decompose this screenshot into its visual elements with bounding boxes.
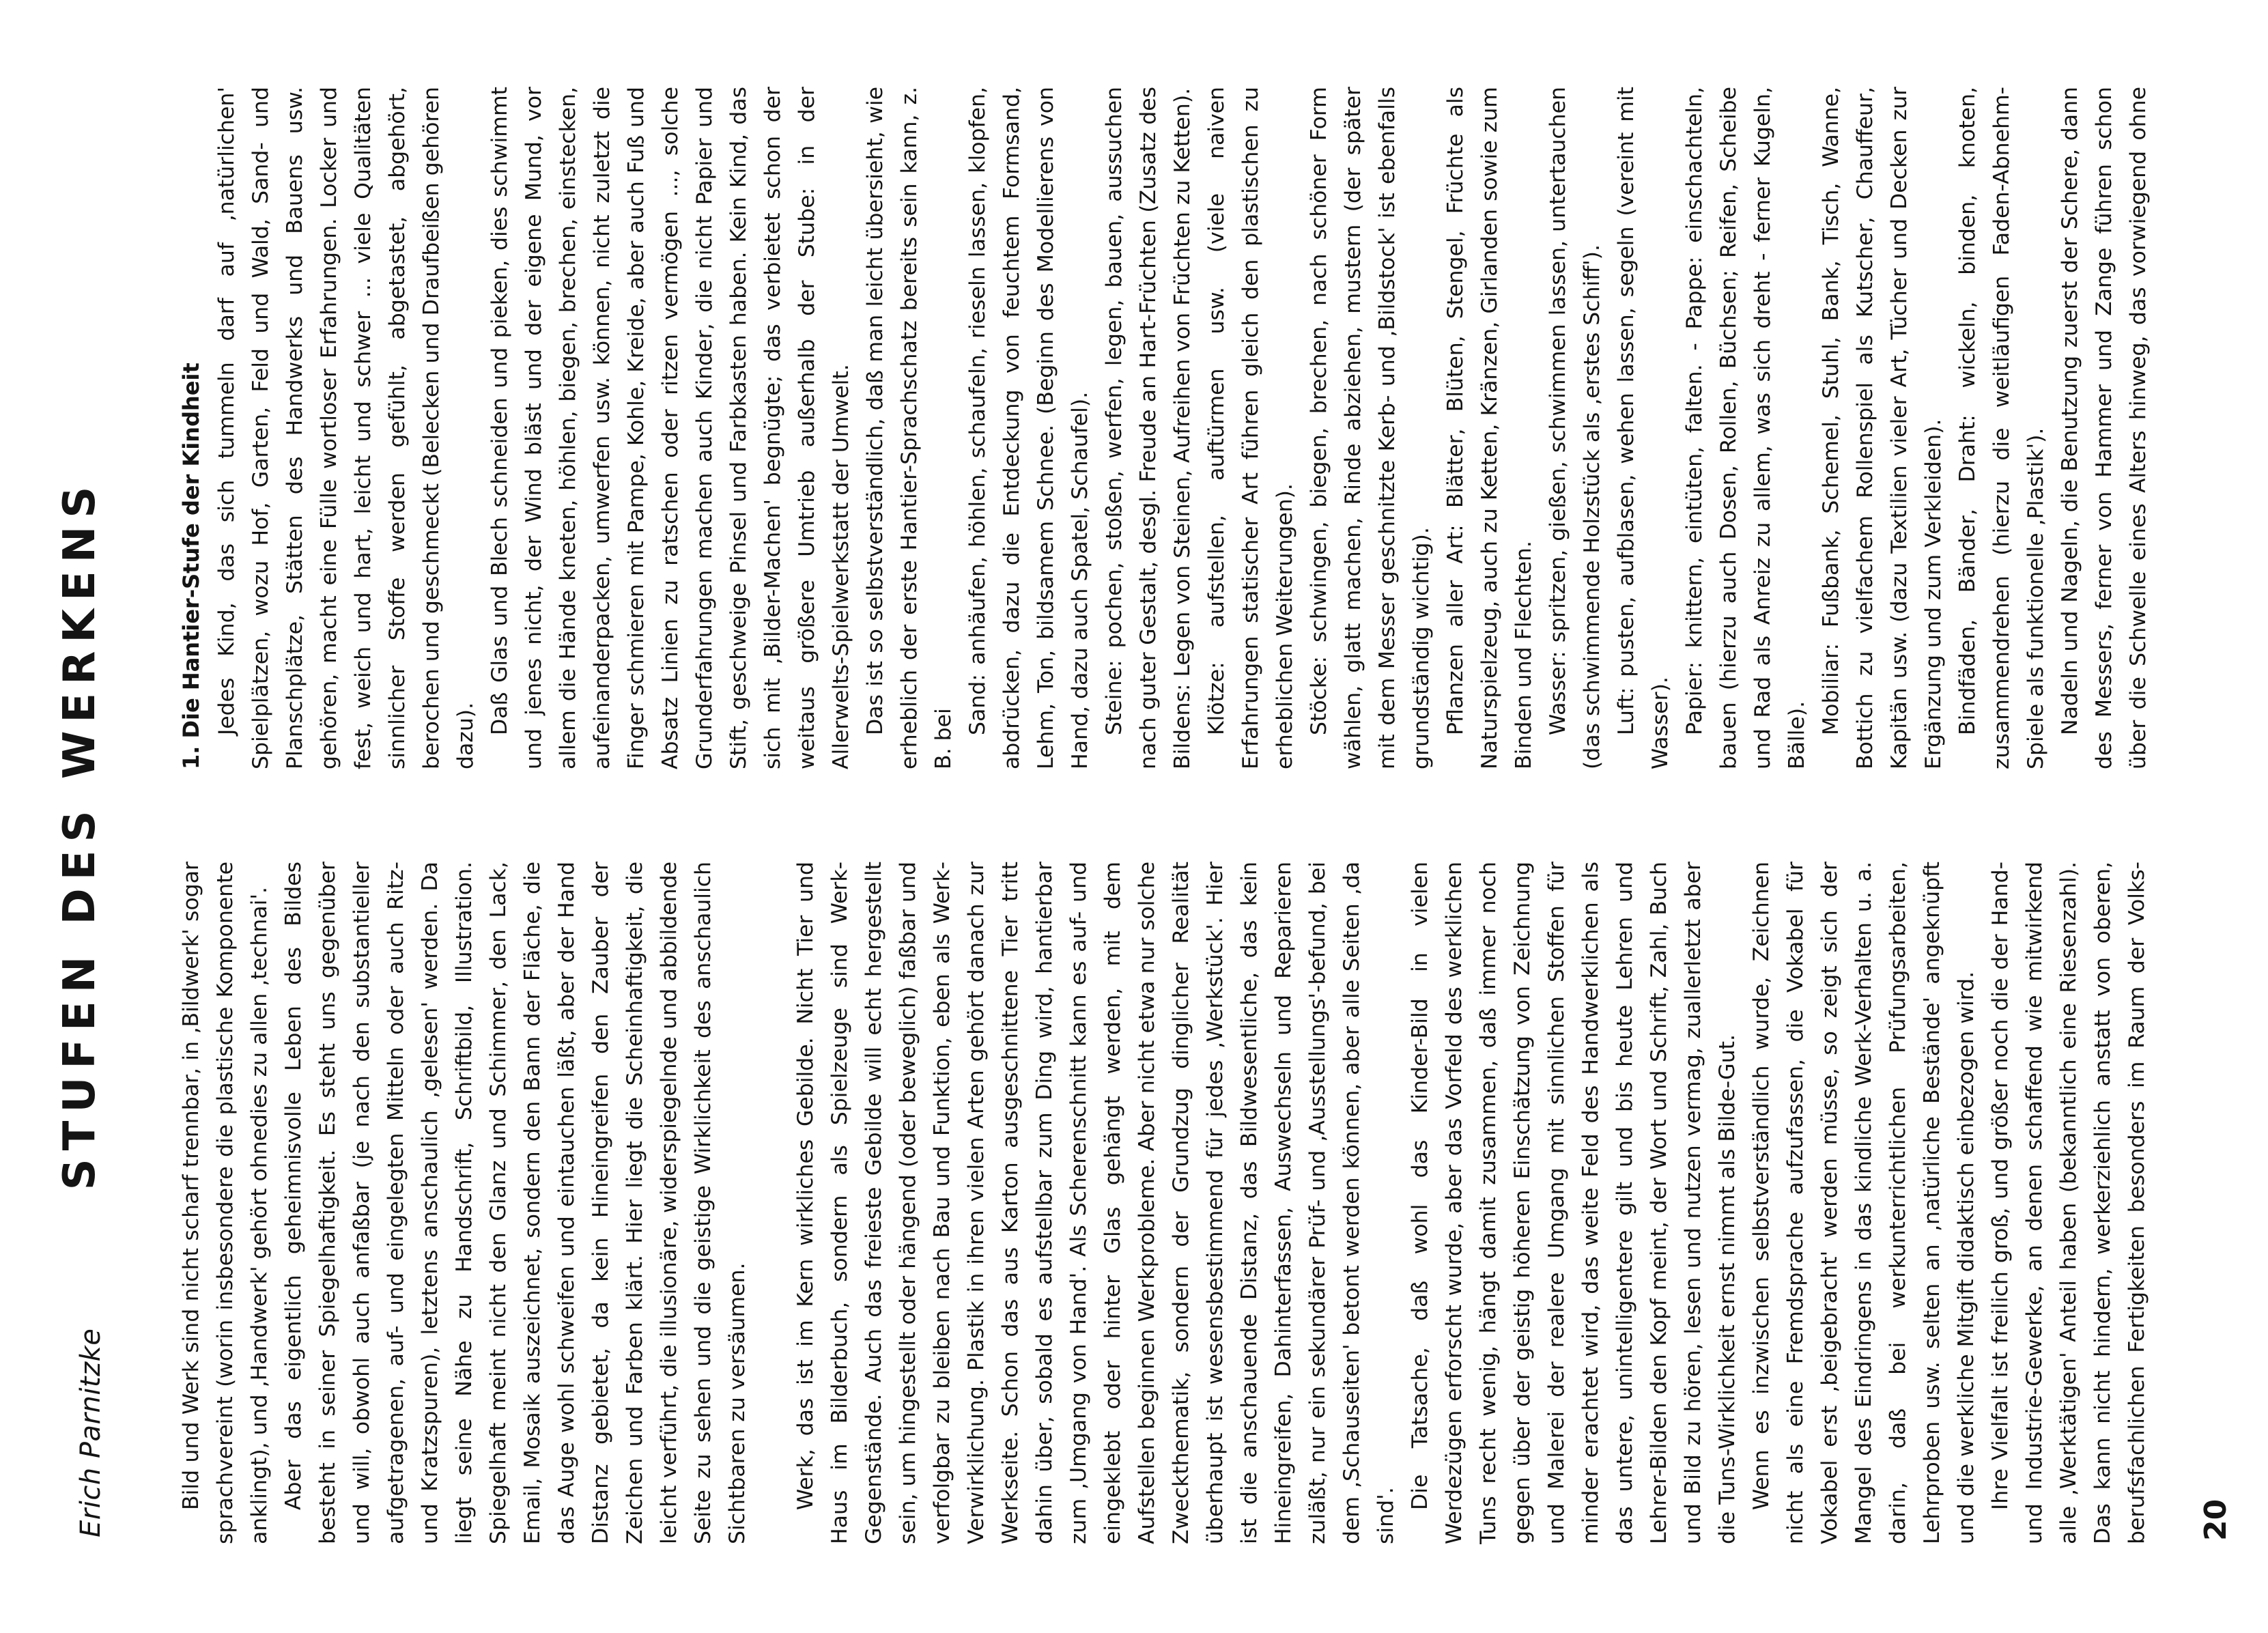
text-column-left [174, 862, 2154, 1544]
paragraph: Bild und Werk sind nicht scharf trennbar, in ‚Bildwerk' sogar sprachvereint (worin insbesondere die plastische Komponente anklingt), und ‚Handwerk' gehört ohnedies zu allen ‚technai'. [179, 862, 272, 1544]
paragraph: Stöcke: schwingen, biegen, brechen, nach schöner Form wählen, glatt machen, Rinde abziehen, mustern (der später mit dem Messer geschnitzte Kerb- und ‚Bildstock' ist ebenfalls grundständig wichtig). [1307, 87, 1434, 769]
paragraph: Aber das eigentlich geheimnisvolle Leben des Bildes besteht in seiner Spiegelhaftigkeit. Es steht uns gegenüber und will, obwohl auch anfaßbar (je nach den substantieller aufgetragenen, auf- und eingelegten Mitteln oder auch Ritz- und Kratzspuren), letztens anschaulich ‚gelesen' werden. Da liegt seine Nähe zu Handschrift, Schriftbild, Illustration. Spiegelhaft meint nicht den Glanz und Schimmer, den Lack, Email, Mosaik auszeichnet, sondern den Bann der Fläche, die das Auge wohl schweifen und eintauchen läßt, aber der Hand Distanz gebietet, da kein Hineingreifen den Zauber der Zeichen und Farben klärt. Hier liegt die Scheinhaftigkeit, die leicht verführt, die illusionäre, widerspiegelnde und abbildende Seite zu sehen und die geistige Wirklichkeit des anschaulich Sichtbaren zu versäumen. [281, 862, 750, 1544]
paragraph: Sand: anhäufen, höhlen, schaufeln, rieseln lassen, klopfen, abdrücken, dazu die Entdeckung von feuchtem Formsand, Lehm, Ton, bildsamem Schnee. (Beginn des Modellierens von Hand, dazu auch Spatel, Schaufel). [965, 87, 1092, 769]
paragraph: Das ist so selbstverständlich, daß man leicht übersieht, wie erheblich der erste Hantier-Sprachschatz bereits sein kann, z. B. bei [863, 87, 956, 769]
paragraph: Wenn es inzwischen selbstverständlich wurde, Zeichnen nicht als eine Fremdsprache aufzufassen, die Vokabel für Vokabel erst ‚beigebracht' werden müsse, so zeigt sich der Mangel des Eindringens in das kindliche Werk-Verhalten u. a. darin, daß bei werkunterrichtlichen Prüfungsarbeiten, Lehrproben usw. selten an ‚natürliche Bestände' angeknüpft und die werkliche Mitgift didaktisch einbezogen wird. [1749, 862, 1979, 1544]
paragraph: Die Tatsache, daß wohl das Kinder-Bild in vielen Werdezügen erforscht wurde, aber das Vorfeld des werklichen Tuns recht wenig, hängt damit zusammen, daß immer noch gegen über der geistig höheren Einschätzung von Zeichnung und Malerei der realere Umgang mit sinnlichen Stoffen für minder erachtet wird, das weite Feld des Handwerklichen als das untere, unintelligentere gilt und bis heute Lehren und Lehrer-Bilden den Kopf meint, der Wort und Schrift, Zahl, Buch und Bild zu hören, lesen und nutzen vermag, zuallerletzt aber die Tuns-Wirklichkeit ernst nimmt als Bilde-Gut. [1408, 862, 1740, 1544]
paragraph: Pflanzen aller Art: Blätter, Blüten, Stengel, Früchte als Naturspielzeug, auch zu Ketten, Kränzen, Girlanden sowie zum Binden und Flechten. [1443, 87, 1536, 769]
text-column-right [174, 87, 2154, 769]
paragraph: Werk, das ist im Kern wirkliches Gebilde. Nicht Tier und Haus im Bilderbuch, sondern als Spielzeuge sind Werk-Gegenstände. Auch das freieste Gebilde will echt hergestellt sein, um hingestellt oder hängend (oder beweglich) faßbar und verfolgbar zu bleiben nach Bau und Funktion, eben als Werk-Verwirklichung. Plastik in ihren vielen Arten gehört danach zur Werkseite. Schon das aus Karton ausgeschnittene Tier tritt dahin über, sobald es aufstellbar zum Ding wird, hantierbar zum ‚Umgang von Hand'. Als Scherenschnitt kann es auf- und eingeklebt oder hinter Glas gehängt werden, mit dem Aufstellen beginnen Werkprobleme. Aber nicht etwa nur solche Zweckthematik, sondern der Grundzug dinglicher Realität überhaupt ist wesensbestimmend für jedes ‚Werkstück'. Hier ist die anschauende Distanz, das Bildwesentliche, das kein Hineingreifen, Dahinterfassen, Auswechseln und Reparieren zuläßt, nur ein sekundärer Prüf- und ‚Ausstellungs'-befund, bei dem ‚Schauseiten' betont werden können, aber alle Seiten ‚da sind'. [793, 862, 1398, 1544]
paragraph: Wasser: spritzen, gießen, schwimmen lassen, untertauchen (das schwimmende Holzstück als ‚erstes Schiff'). [1546, 87, 1604, 769]
paragraph: Mobiliar: Fußbank, Schemel, Stuhl, Bank, Tisch, Wanne, Bottich zu vielfachem Rollenspiel als Kutscher, Chauffeur, Kapitän usw. (dazu Textilien vieler Art, Tücher und Decken zur Ergänzung und zum Verkleiden). [1819, 87, 1946, 769]
paragraph: Luft: pusten, aufblasen, wehen lassen, segeln (vereint mit Wasser). [1614, 87, 1673, 769]
paragraph: Klötze: aufstellen, auftürmen usw. (viele naiven Erfahrungen statischer Art führen gleich den plastischen zu erheblichen Weiterungen). [1204, 87, 1297, 769]
paragraph: Bindfäden, Bänder, Draht: wickeln, binden, knoten, zusammendrehen (hierzu die weitläufigen Faden-Abnehm-Spiele als funktionelle ‚Plastik'). [1955, 87, 2048, 769]
paragraph: Daß Glas und Blech schneiden und pieken, dies schwimmt und jenes nicht, der Wind bläst und der eigene Mund, vor allem die Hände kneten, höhlen, biegen, brechen, einstecken, aufeinanderpacken, umwerfen usw. können, nicht zuletzt die Finger schmieren mit Pampe, Kohle, Kreide, aber auch Fuß und Absatz Linien zu ratschen oder ritzen vermögen ..., solche Grunderfahrungen machen auch Kinder, die nicht Papier und Stift, geschweige Pinsel und Farbkasten haben. Kein Kind, das sich mit ‚Bilder-Machen' begnügte; das verbietet schon der weitaus größere Umtrieb außerhalb der Stube: in der Allerwelts-Spielwerkstatt der Umwelt. [487, 87, 853, 769]
paragraph: Jedes Kind, das sich tummeln darf auf ‚natürlichen' Spielplätzen, wozu Hof, Garten, Feld und Wald, Sand- und Planschplätze, Stätten des Handwerks und Bauens usw. gehören, macht eine Fülle wortloser Erfahrungen. Locker und fest, weich und hart, leicht und schwer ... viele Qualitäten sinnlicher Stoffe werden gefühlt, abgetastet, abgehört, berochen und geschmeckt (Belecken und Draufbeißen gehören dazu). [214, 87, 478, 769]
paragraph: Papier: knittern, eintüten, falten. - Pappe: einschachteln, bauen (hierzu auch Dosen, Rollen, Büchsen; Reifen, Scheibe und Rad als Anreiz zu allem, was sich dreht - ferner Kugeln, Bälle). [1682, 87, 1809, 769]
paragraph: Ihre Vielfalt ist freilich groß, und größer noch die der Hand- und Industrie-Gewerke, an denen schaffend wie mitwirkend alle ‚Werktätigen' Anteil haben (bekanntlich eine Riesenzahl). Das kann nicht hindern, werkerziehlich anstatt von oberen, berufsfachlichen Fertigkeiten besonders im Raum der Volks- [1988, 862, 2149, 1544]
paragraph: Steine: pochen, stoßen, werfen, legen, bauen, aussuchen nach guter Gestalt, desgl. Freude an Hart-Früchten (Zusatz des Bildens: Legen von Steinen, Aufreihen von Früchten zu Ketten). [1102, 87, 1195, 769]
author-name: Erich Parnitzke [75, 1328, 107, 1537]
section-heading: 1. Die Hantier-Stufe der Kindheit [178, 363, 204, 769]
page-title: STUFEN DES WERKENS [55, 478, 105, 1191]
page-number: 20 [2198, 1499, 2233, 1541]
paragraph: Nadeln und Nageln, die Benutzung zuerst der Schere, dann des Messers, ferner von Hammer und Zange führen schon über die Schwelle eines Alters hinweg, das vorwiegend ohne [2058, 87, 2151, 769]
